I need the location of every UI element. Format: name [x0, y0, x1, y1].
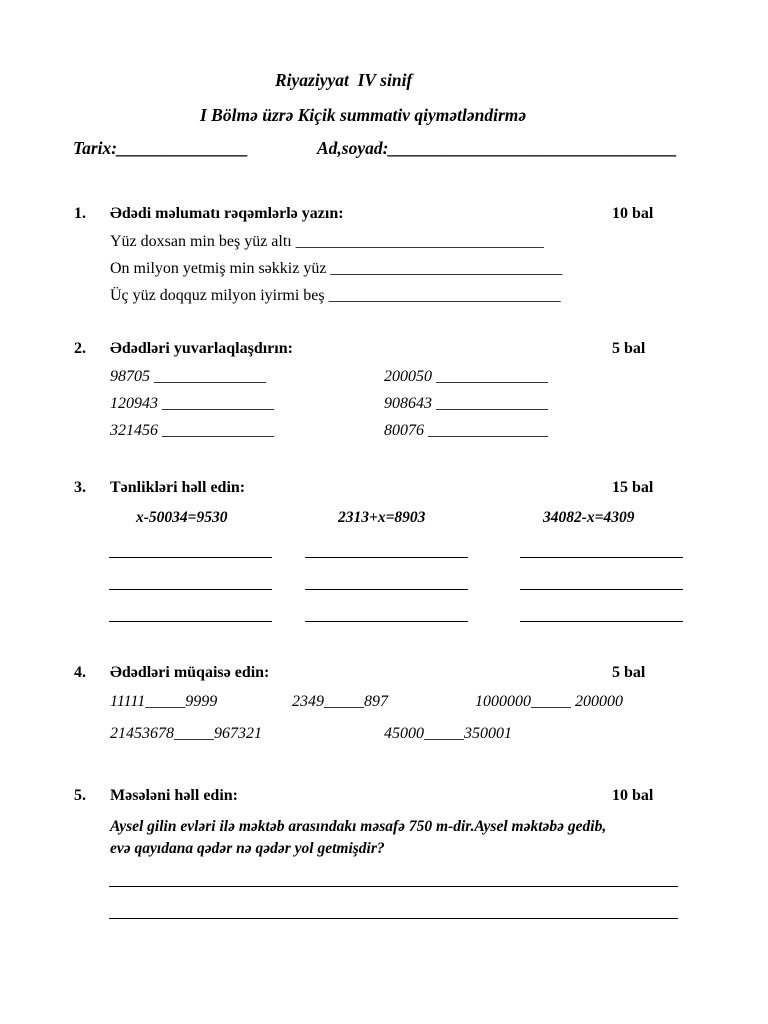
section-number: 2. [74, 340, 86, 357]
work-line[interactable] [520, 557, 683, 558]
work-line[interactable] [109, 557, 272, 558]
problem-text-line: evə qayıdana qədər nə qədər yol getmişdir? [110, 840, 385, 857]
section-number: 5. [74, 787, 86, 804]
section-title: Məsələni həll edin: [110, 787, 238, 804]
equation: 2313+x=8903 [338, 509, 426, 526]
work-line[interactable] [109, 589, 272, 590]
rounding-item[interactable]: 321456 ______________ [110, 422, 274, 439]
comparison-item[interactable]: 1000000_____ 200000 [475, 693, 623, 710]
comparison-item[interactable]: 21453678_____967321 [110, 725, 262, 742]
equation: x-50034=9530 [136, 509, 228, 526]
section-title: Tənlikləri həll edin: [110, 479, 246, 496]
date-field[interactable]: Tarix:_______________ [73, 138, 249, 158]
name-field[interactable]: Ad,soyad:_________________________________ [317, 138, 678, 158]
section-points: 15 bal [612, 479, 654, 496]
comparison-item[interactable]: 2349_____897 [292, 693, 388, 710]
comparison-item[interactable]: 11111_____9999 [110, 693, 218, 710]
section-title: Ədədləri yuvarlaqlaşdırın: [110, 340, 293, 357]
rounding-item[interactable]: 200050 ______________ [384, 368, 548, 385]
section-title: Ədədləri müqaisə edin: [110, 664, 270, 681]
answer-line[interactable] [109, 886, 678, 887]
worksheet-subtitle: I Bölmə üzrə Kiçik summativ qiymətləndirmə [200, 105, 527, 125]
section-points: 10 bal [612, 205, 654, 222]
work-line[interactable] [520, 621, 683, 622]
rounding-item[interactable]: 120943 ______________ [110, 395, 274, 412]
rounding-item[interactable]: 98705 ______________ [110, 368, 266, 385]
rounding-item[interactable]: 80076 _______________ [384, 422, 548, 439]
answer-line[interactable]: Yüz doxsan min beş yüz altı _______________________________ [110, 233, 544, 250]
section-points: 5 bal [612, 664, 646, 681]
rounding-item[interactable]: 908643 ______________ [384, 395, 548, 412]
work-line[interactable] [109, 621, 272, 622]
section-number: 3. [74, 479, 86, 496]
work-line[interactable] [520, 589, 683, 590]
answer-line[interactable]: On milyon yetmiş min səkkiz yüz _____________________________ [110, 260, 563, 277]
section-number: 1. [74, 205, 86, 222]
problem-text-line: Aysel gilin evləri ilə məktəb arasındakı məsafə 750 m-dir.Aysel məktəbə gedib, [110, 818, 607, 835]
section-title: Ədədi məlumatı rəqəmlərlə yazın: [110, 205, 344, 222]
worksheet-title: Riyaziyyat IV sinif [275, 70, 413, 90]
section-points: 5 bal [612, 340, 646, 357]
work-line[interactable] [305, 589, 468, 590]
answer-line[interactable]: Üç yüz doqquz milyon iyirmi beş _____________________________ [110, 287, 561, 304]
section-number: 4. [74, 664, 86, 681]
work-line[interactable] [305, 557, 468, 558]
answer-line[interactable] [109, 918, 678, 919]
equation: 34082-x=4309 [543, 509, 635, 526]
comparison-item[interactable]: 45000_____350001 [384, 725, 512, 742]
work-line[interactable] [305, 621, 468, 622]
section-points: 10 bal [612, 787, 654, 804]
